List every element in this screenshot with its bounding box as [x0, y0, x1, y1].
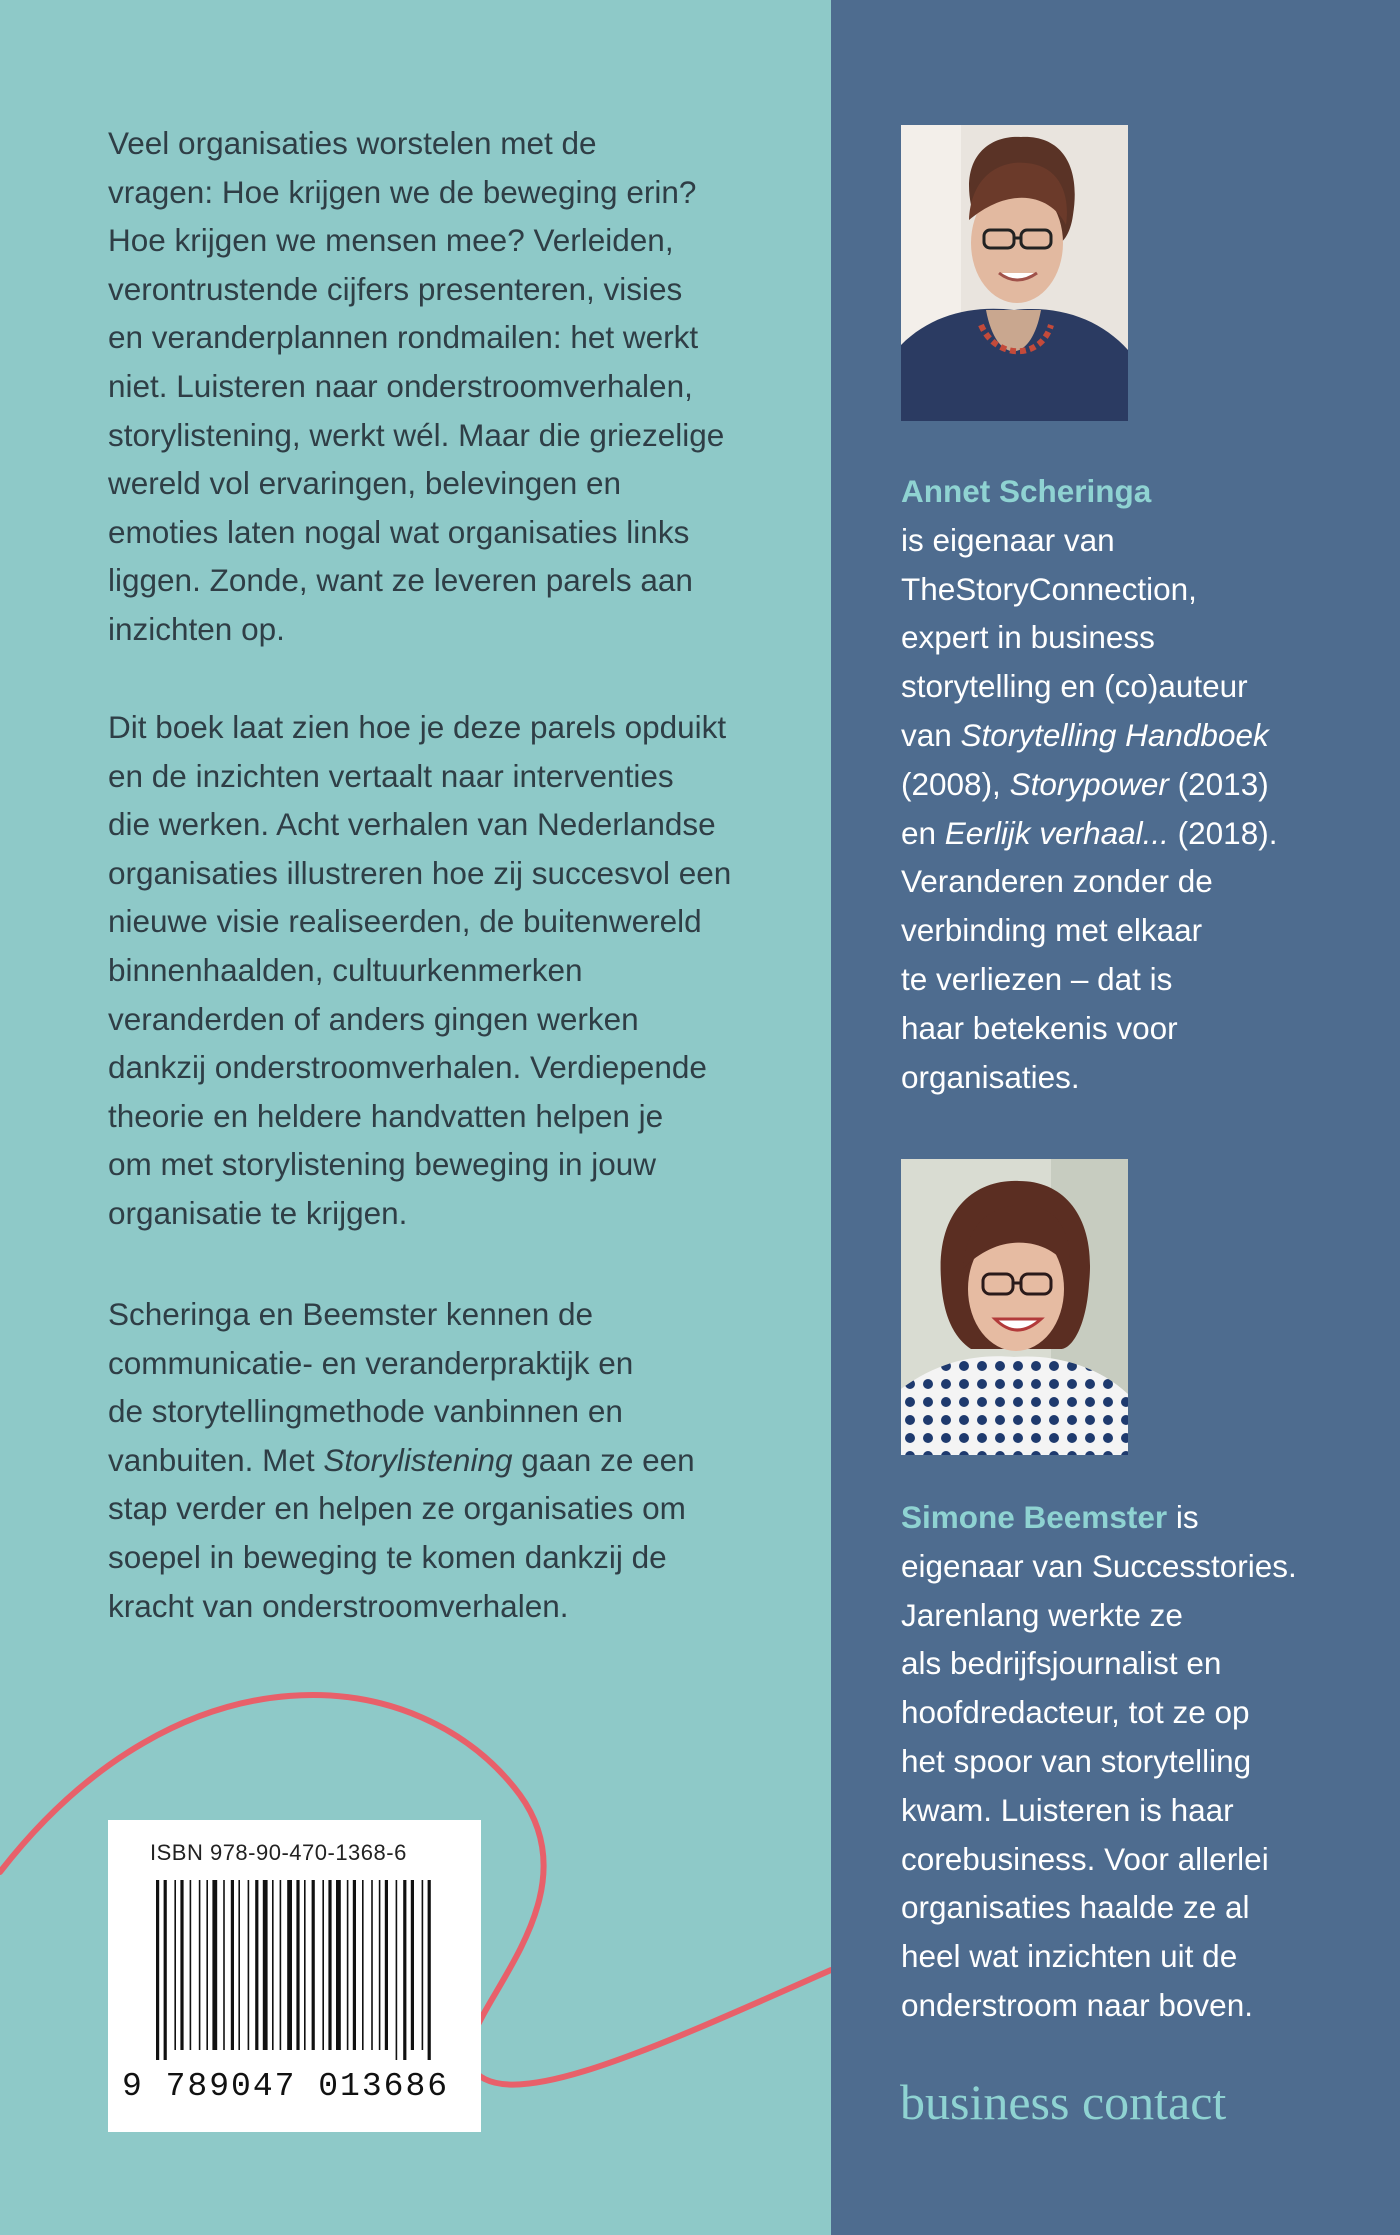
text-line	[901, 760, 1371, 809]
text-line: communicatie- en veranderpraktijk en	[108, 1344, 634, 1381]
barcode-bar	[379, 1880, 381, 2050]
text-line: verbinding met elkaar	[901, 912, 1203, 949]
text-fragment: gaan ze een	[512, 1441, 695, 1478]
barcode-bar	[199, 1880, 201, 2050]
author-photo-annet	[901, 125, 1128, 421]
book-title: Storypower	[1009, 765, 1169, 802]
barcode-bar	[223, 1880, 225, 2050]
text-line: heel wat inzichten uit de	[901, 1938, 1238, 1975]
text-line: Jarenlang werkte ze	[901, 1596, 1183, 1633]
author-bio-simone	[901, 1493, 1371, 2030]
blurb-paragraph-1	[108, 119, 768, 654]
barcode-bar	[403, 1880, 406, 2060]
blurb-paragraph-3	[108, 1290, 768, 1630]
barcode-bar	[304, 1880, 306, 2050]
text-line: emoties laten nogal wat organisaties links	[108, 513, 690, 550]
text-line: organisatie te krijgen.	[108, 1194, 408, 1231]
barcode-bar	[336, 1880, 341, 2050]
barcode-digits: 9 789047 013686	[122, 2068, 450, 2105]
text-line: corebusiness. Voor allerlei	[901, 1840, 1269, 1877]
barcode-bar	[263, 1880, 268, 2050]
author-name: Annet Scheringa	[901, 473, 1152, 509]
text-line: hoofdredacteur, tot ze op	[901, 1694, 1250, 1731]
text-line: verontrustende cijfers presenteren, visies	[108, 270, 683, 307]
text-line: niet. Luisteren naar onderstroomverhalen,	[108, 367, 693, 404]
text-line: stap verder en helpen ze organisaties om	[108, 1490, 686, 1527]
text-line: Scheringa en Beemster kennen de	[108, 1296, 594, 1332]
barcode-bar	[206, 1880, 208, 2050]
text-line: eigenaar van Successtories.	[901, 1547, 1297, 1584]
text-fragment: vanbuiten. Met	[108, 1441, 324, 1478]
barcode-bar	[231, 1880, 234, 2050]
barcode-bar	[174, 1880, 176, 2050]
blurb-paragraph-2	[108, 703, 768, 1238]
text-line: binnenhaalden, cultuurkenmerken	[108, 951, 583, 988]
author-photo-simone	[901, 1159, 1128, 1455]
text-line: nieuwe visie realiseerden, de buitenwereld	[108, 903, 702, 940]
book-title: Storylistening	[323, 1441, 513, 1478]
text-fragment: en	[901, 814, 945, 851]
barcode-bar	[371, 1880, 373, 2050]
barcode-bar	[362, 1880, 364, 2050]
barcode-bar	[272, 1880, 274, 2050]
barcode-bar	[212, 1880, 217, 2050]
text-line: die werken. Acht verhalen van Nederlandse	[108, 806, 716, 843]
text-line	[901, 1493, 1371, 1542]
text-line: te verliezen – dat is	[901, 960, 1173, 997]
text-line: organisaties haalde ze al	[901, 1889, 1250, 1926]
text-line: kwam. Luisteren is haar	[901, 1791, 1234, 1828]
text-line: theorie en heldere handvatten helpen je	[108, 1097, 664, 1134]
barcode-bar	[385, 1880, 388, 2050]
barcode-bar	[248, 1880, 250, 2050]
text-fragment: van	[901, 716, 961, 753]
text-line: veranderden of anders gingen werken	[108, 1000, 639, 1037]
text-line: is eigenaar van	[901, 521, 1115, 558]
barcode-bar	[428, 1880, 431, 2060]
text-line: organisaties.	[901, 1058, 1080, 1095]
text-line: dankzij onderstroomverhalen. Verdiepende	[108, 1049, 707, 1086]
barcode-bar	[164, 1880, 167, 2060]
text-line: onderstroom naar boven.	[901, 1986, 1253, 2023]
text-line: de storytellingmethode vanbinnen en	[108, 1393, 623, 1430]
barcode-bar	[255, 1880, 258, 2050]
author-name: Simone Beemster	[901, 1499, 1168, 1535]
book-title: Storytelling Handboek	[960, 716, 1269, 753]
text-fragment: (2013)	[1168, 765, 1269, 802]
barcode-bar	[190, 1880, 192, 2050]
barcode-bar	[156, 1880, 159, 2060]
text-line: vragen: Hoe krijgen we de beweging erin?	[108, 173, 697, 210]
barcode-bar	[280, 1880, 282, 2050]
text-line: inzichten op.	[108, 610, 285, 647]
barcode-bar	[296, 1880, 299, 2050]
barcode-icon	[156, 1880, 436, 2060]
barcode-bar	[238, 1880, 240, 2050]
barcode-bar	[312, 1880, 315, 2050]
text-line: storylistening, werkt wél. Maar die griezelige	[108, 416, 725, 453]
text-line: Dit boek laat zien hoe je deze parels opduikt	[108, 709, 727, 745]
barcode-bar	[287, 1880, 292, 2050]
barcode-box	[108, 1820, 481, 2132]
text-fragment: is	[1167, 1499, 1199, 1535]
text-line	[901, 711, 1371, 760]
text-line: Veel organisaties worstelen met de	[108, 125, 597, 161]
text-line: als bedrijfsjournalist en	[901, 1645, 1222, 1682]
book-title: Eerlijk verhaal...	[944, 814, 1169, 851]
publisher-logo: business contact	[900, 2074, 1227, 2130]
text-line: organisaties illustreren hoe zij succesvol een	[108, 854, 732, 891]
barcode-bar	[411, 1880, 414, 2050]
text-line: liggen. Zonde, want ze leveren parels aan	[108, 562, 693, 599]
text-line: kracht van onderstroomverhalen.	[108, 1587, 569, 1624]
text-line: en veranderplannen rondmailen: het werkt	[108, 319, 699, 356]
text-line: Hoe krijgen we mensen mee? Verleiden,	[108, 222, 674, 259]
text-line: en de inzichten vertaalt naar interventies	[108, 757, 674, 794]
text-line: soepel in beweging te komen dankzij de	[108, 1538, 667, 1575]
isbn-text: ISBN 978-90-470-1368-6	[150, 1840, 407, 1865]
barcode-bar	[396, 1880, 398, 2060]
text-line	[108, 1436, 768, 1485]
barcode-bar	[353, 1880, 356, 2050]
author-bio-annet	[901, 467, 1371, 1101]
text-line: het spoor van storytelling	[901, 1742, 1252, 1779]
text-line: storytelling en (co)auteur	[901, 668, 1248, 705]
text-fragment: (2008),	[901, 765, 1010, 802]
barcode-bar	[180, 1880, 183, 2050]
text-line: Veranderen zonder de	[901, 863, 1213, 900]
text-line: om met storylistening beweging in jouw	[108, 1146, 657, 1183]
barcode-bar	[322, 1880, 324, 2050]
barcode-bar	[328, 1880, 331, 2050]
text-line: TheStoryConnection,	[901, 570, 1197, 607]
barcode-bar	[422, 1880, 424, 2050]
text-line: wereld vol ervaringen, belevingen en	[108, 465, 622, 502]
barcode-bar	[347, 1880, 349, 2050]
text-line	[901, 809, 1371, 858]
text-line: expert in business	[901, 619, 1155, 656]
text-fragment: (2018).	[1168, 814, 1278, 851]
text-line: haar betekenis voor	[901, 1009, 1178, 1046]
